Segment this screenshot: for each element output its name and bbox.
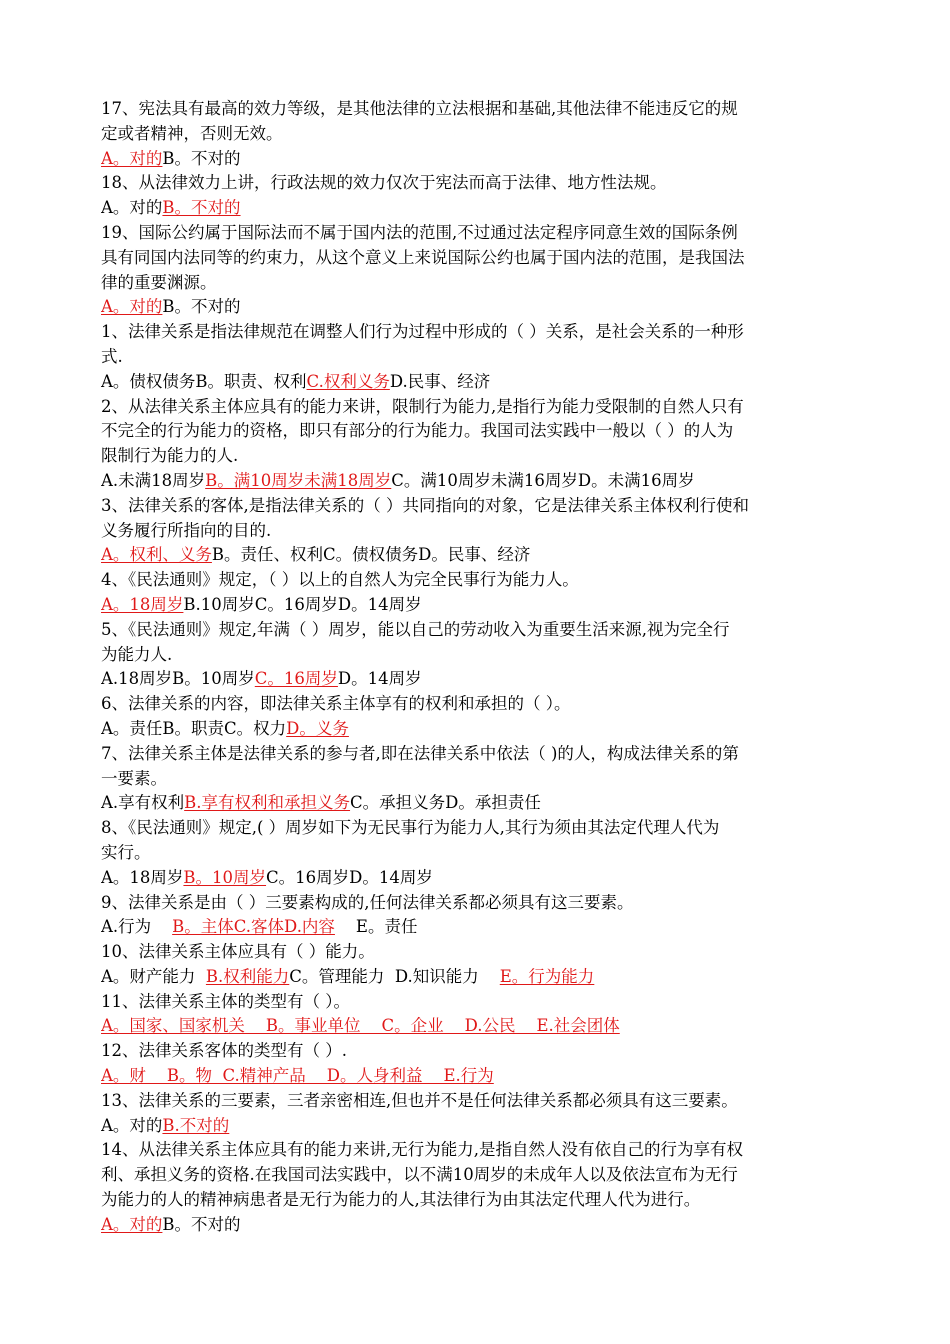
text-line (101, 295, 854, 320)
question-text: B。责任、权利C。债权债务D。民事、经济 (211, 545, 531, 565)
answer-text: B.权利能力 (205, 966, 290, 986)
question-text: A.未满18周岁 (101, 470, 206, 490)
question-text: A。责任B。职责C。权力 (101, 718, 287, 738)
question-text: 14、从法律关系主体应具有的能力来讲,无行为能力,是指自然人没有依自己的行为享有权 (101, 1140, 743, 1160)
text-line (101, 543, 854, 568)
answer-text: C.权利义务 (306, 371, 390, 391)
question-text: 11、法律关系主体的类型有（ ）。 (101, 991, 350, 1011)
answer-text: A。对的 (101, 1214, 163, 1234)
question-text: B。不对的 (162, 1214, 241, 1234)
text-line (101, 965, 854, 990)
text-line (101, 1089, 854, 1114)
question-text: 12、法律关系客体的类型有（ ）. (101, 1041, 347, 1061)
text-line (101, 395, 854, 420)
text-line (101, 866, 854, 891)
answer-text: C。16周岁 (254, 669, 338, 689)
text-line (101, 444, 854, 469)
text-line (101, 1014, 854, 1039)
question-text: 8、《民法通则》规定,( ）周岁如下为无民事行为能力人,其行为须由其法定代理人代为 (101, 818, 720, 838)
question-text: A.18周岁B。10周岁 (101, 669, 255, 689)
question-text: A。18周岁 (101, 867, 184, 887)
question-text: C。管理能力 D.知识能力 (289, 966, 500, 986)
text-line (101, 891, 854, 916)
answer-text: A。权利、义务 (101, 545, 212, 565)
question-text: 10、法律关系主体应具有（ ）能力。 (101, 942, 375, 962)
question-text: D。14周岁 (337, 669, 422, 689)
question-text: 3、法律关系的客体,是指法律关系的（ ）共同指向的对象，它是法律关系主体权利行使和 (101, 495, 749, 515)
question-text: D.民事、经济 (389, 371, 491, 391)
text-line (101, 122, 854, 147)
answer-text: B。不对的 (162, 198, 241, 218)
text-line (101, 990, 854, 1015)
question-text: A。债权债务B。职责、权利 (101, 371, 307, 391)
question-text: 17、宪法具有最高的效力等级，是其他法律的立法根据和基础,其他法律不能违反它的规 (101, 99, 738, 118)
question-text: 19、国际公约属于国际法而不属于国内法的范围,不过通过法定程序同意生效的国际条例 (101, 222, 738, 242)
question-list (101, 97, 854, 1238)
answer-text: B.享有权利和承担义务 (184, 793, 351, 813)
question-text: B.10周岁C。16周岁D。14周岁 (183, 594, 422, 614)
answer-text: B。10周岁 (183, 867, 267, 887)
question-text: 一要素。 (101, 768, 167, 788)
text-line (101, 494, 854, 519)
text-line (101, 568, 854, 593)
text-line (101, 692, 854, 717)
question-text: 实行。 (101, 842, 151, 862)
question-text: 定或者精神，否则无效。 (101, 123, 283, 143)
text-line (101, 1114, 854, 1139)
text-line (101, 419, 854, 444)
text-line (101, 767, 854, 792)
text-line (101, 320, 854, 345)
text-line (101, 1188, 854, 1213)
text-line (101, 717, 854, 742)
question-text: 具有同国内法同等的约束力，从这个意义上来说国际公约也属于国内法的范围，是我国法 (101, 247, 745, 267)
answer-text: D。义务 (286, 718, 349, 738)
answer-text: B。满10周岁未满18周岁 (205, 470, 392, 490)
text-line (101, 97, 854, 122)
question-text: A.享有权利 (101, 793, 185, 813)
text-line (101, 171, 854, 196)
text-line (101, 1163, 854, 1188)
question-text: C。满10周岁未满16周岁D。未满16周岁 (391, 470, 695, 490)
text-line (101, 196, 854, 221)
question-text: 限制行为能力的人. (101, 446, 239, 466)
text-line (101, 816, 854, 841)
text-line (101, 246, 854, 271)
answer-text: A。国家、国家机关 B。事业单位 C。企业 D.公民 E.社会团体 (101, 1016, 620, 1036)
answer-text: B.不对的 (162, 1115, 230, 1135)
text-line (101, 147, 854, 172)
text-line (101, 221, 854, 246)
question-text: C。16周岁D。14周岁 (266, 867, 433, 887)
question-text: B。不对的 (162, 148, 241, 168)
answer-text: A。18周岁 (101, 594, 184, 614)
question-text: A.行为 (101, 917, 173, 937)
text-line (101, 1064, 854, 1089)
question-text: E。责任 (334, 917, 418, 937)
question-text: B。不对的 (162, 297, 241, 317)
text-line (101, 593, 854, 618)
text-line (101, 345, 854, 370)
question-text: 不完全的行为能力的资格，即只有部分的行为能力。我国司法实践中一般以（ ）的人为 (101, 421, 734, 441)
question-text: 9、法律关系是由（ ）三要素构成的,任何法律关系都必须具有这三要素。 (101, 892, 634, 912)
question-text: C。承担义务D。承担责任 (350, 793, 541, 813)
text-line (101, 1213, 854, 1238)
answer-text: A。对的 (101, 297, 163, 317)
question-text: 利、承担义务的资格.在我国司法实践中，以不满10周岁的未成年人以及依法宣布为无行 (101, 1165, 738, 1185)
text-line (101, 667, 854, 692)
question-text: 1、法律关系是指法律规范在调整人们行为过程中形成的（ ）关系，是社会关系的一种形 (101, 322, 744, 342)
question-text: 2、从法律关系主体应具有的能力来讲，限制行为能力,是指行为能力受限制的自然人只有 (101, 396, 744, 416)
text-line (101, 519, 854, 544)
text-line (101, 370, 854, 395)
text-line (101, 1138, 854, 1163)
answer-text: A。对的 (101, 148, 163, 168)
answer-text: A。财 B。物 C.精神产品 D。人身利益 E.行为 (101, 1066, 494, 1086)
question-text: 4、《民法通则》规定，（ ）以上的自然人为完全民事行为能力人。 (101, 570, 579, 590)
text-line (101, 940, 854, 965)
text-line (101, 791, 854, 816)
answer-text: B。主体C.客体D.内容 (172, 917, 335, 937)
text-line (101, 742, 854, 767)
question-text: 为能力的人的精神病患者是无行为能力的人,其法律行为由其法定代理人代为进行。 (101, 1190, 701, 1210)
question-text: A。对的 (101, 1115, 163, 1135)
question-text: 7、法律关系主体是法律关系的参与者,即在法律关系中依法（ )的人，构成法律关系的第 (101, 743, 739, 763)
text-line (101, 271, 854, 296)
question-text: 5、《民法通则》规定,年满（ ）周岁，能以自己的劳动收入为重要生活来源,视为完全行 (101, 619, 730, 639)
text-line (101, 643, 854, 668)
question-text: A。财产能力 (101, 966, 206, 986)
answer-text: E。行为能力 (499, 966, 595, 986)
question-text: 18、从法律效力上讲，行政法规的效力仅次于宪法而高于法律、地方性法规。 (101, 173, 667, 193)
text-line (101, 618, 854, 643)
question-text: 6、法律关系的内容，即法律关系主体享有的权利和承担的（ ）。 (101, 694, 571, 714)
text-line (101, 1039, 854, 1064)
question-text: 律的重要渊源。 (101, 272, 217, 292)
question-text: 为能力人. (101, 644, 173, 664)
question-text: 义务履行所指向的目的. (101, 520, 272, 540)
question-text: 式. (101, 346, 123, 366)
text-line (101, 469, 854, 494)
text-line (101, 915, 854, 940)
question-text: A。对的 (101, 198, 163, 218)
text-line (101, 841, 854, 866)
question-text: 13、法律关系的三要素，三者亲密相连,但也并不是任何法律关系都必须具有这三要素。 (101, 1090, 738, 1110)
